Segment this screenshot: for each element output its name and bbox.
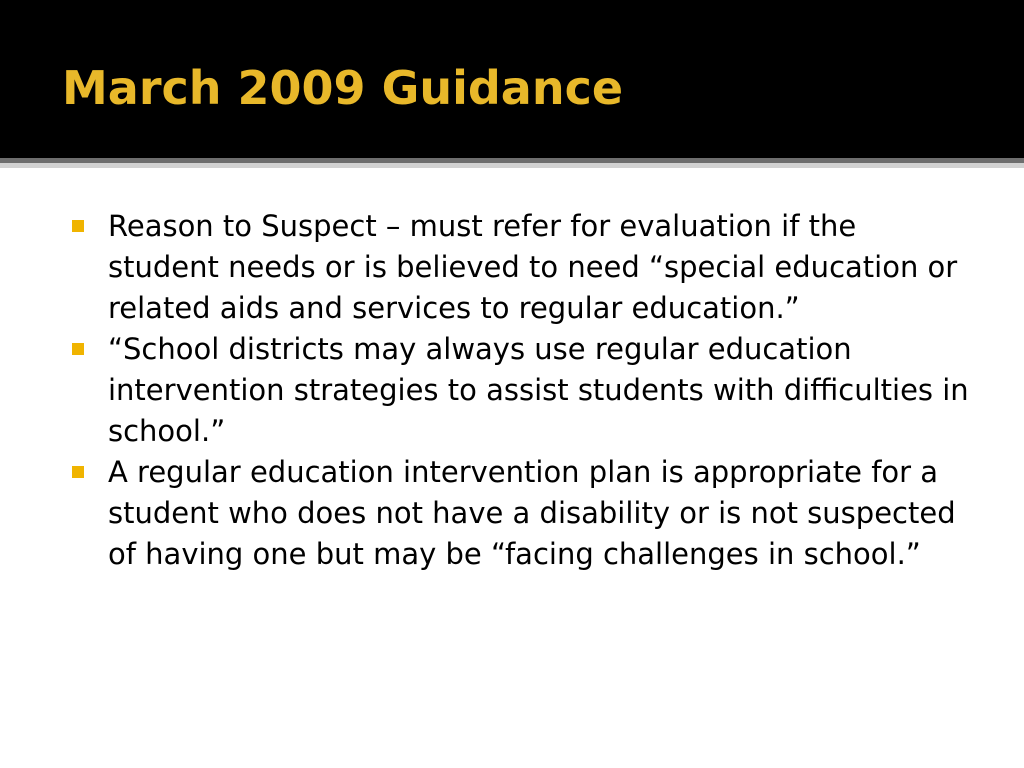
bullet-text: “School districts may always use regular education intervention strategies to assist students with difficulties in school.”	[108, 332, 969, 448]
bullet-text: A regular education intervention plan is appropriate for a student who does not have a disability or is not suspected of having one but may be “facing challenges in school.”	[108, 455, 956, 571]
title-bar	[0, 0, 1024, 158]
bullet-list	[70, 206, 970, 575]
title-divider-light	[0, 163, 1024, 168]
bullet-item-2	[70, 329, 970, 452]
slide-title: March 2009 Guidance	[62, 61, 624, 115]
square-bullet-icon	[72, 220, 84, 232]
bullet-text: Reason to Suspect – must refer for evaluation if the student needs or is believed to need “special education or related aids and services to regular education.”	[108, 209, 958, 325]
square-bullet-icon	[72, 466, 84, 478]
square-bullet-icon	[72, 343, 84, 355]
bullet-item-1	[70, 206, 970, 329]
bullet-item-3	[70, 452, 970, 575]
